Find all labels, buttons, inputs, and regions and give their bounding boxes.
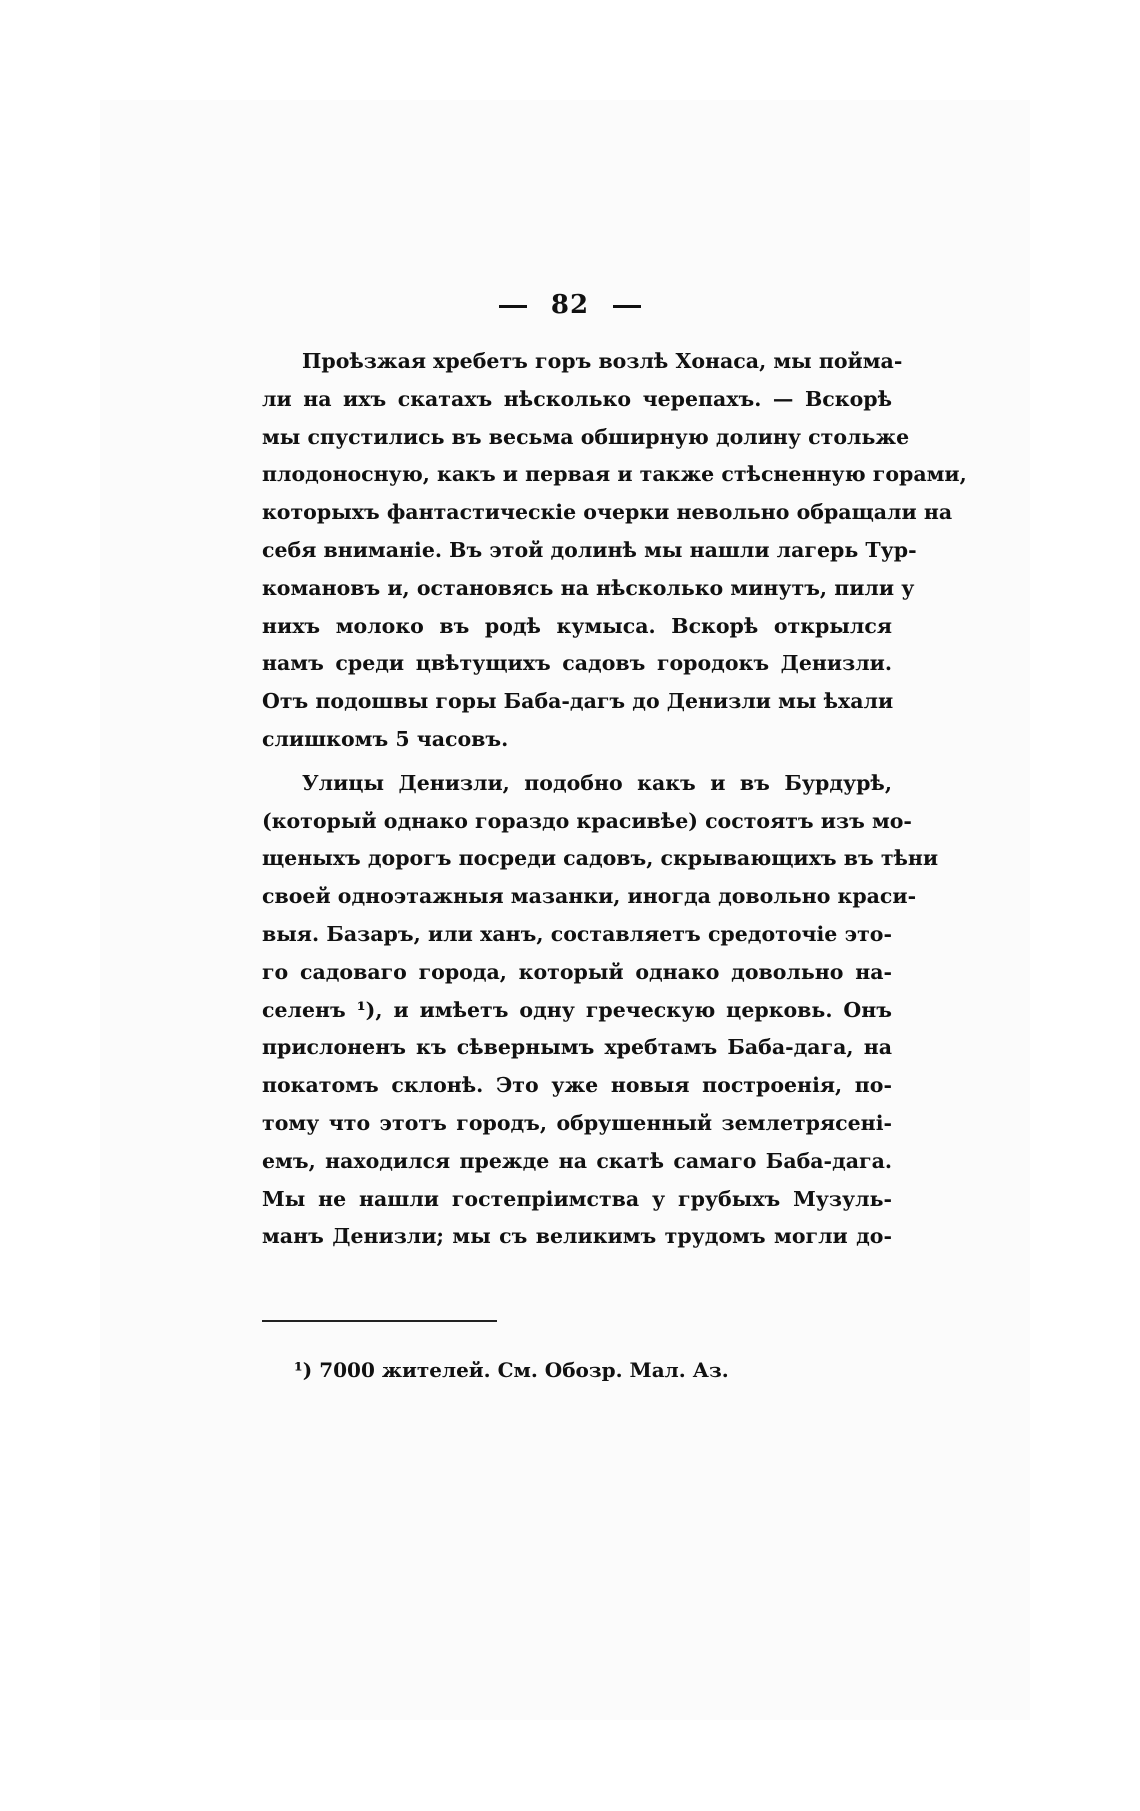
body-text (262, 343, 967, 1256)
text-line: плодоносную, какъ и первая и также стѣсненную горами, (262, 462, 967, 487)
page-number-value: 82 (550, 290, 590, 320)
text-line: щеныхъ дорогъ посреди садовъ, скрывающихъ въ тѣни (262, 846, 939, 871)
text-line: ли на ихъ скатахъ нѣсколько черепахъ. — Вскорѣ (262, 386, 892, 411)
footnote-text: 7000 жителей. См. Обозр. Мал. Аз. (319, 1358, 729, 1382)
page-number-dash-left (499, 305, 527, 308)
text-line: нихъ молоко въ родѣ кумыса. Вскорѣ открылся (262, 613, 892, 638)
text-line: манъ Денизли; мы съ великимъ трудомъ могли до- (262, 1224, 892, 1249)
text-line: своей одноэтажныя мазанки, иногда довольно краси- (262, 884, 917, 909)
paragraph-1 (262, 343, 967, 759)
paragraph-2 (262, 765, 939, 1256)
text-line: Улицы Денизли, подобно какъ и въ Бурдурѣ, (302, 770, 892, 795)
text-line: прислоненъ къ сѣвернымъ хребтамъ Баба-дага, на (262, 1035, 892, 1060)
text-line: выя. Базаръ, или ханъ, составляетъ средоточіе это- (262, 921, 892, 946)
text-line: Проѣзжая хребетъ горъ возлѣ Хонаса, мы пойма- (302, 349, 903, 373)
text-line: которыхъ фантастическіе очерки невольно обращали на (262, 500, 953, 525)
text-line: Мы не нашли гостепріимства у грубыхъ Музуль- (262, 1186, 892, 1211)
text-line: намъ среди цвѣтущихъ садовъ городокъ Денизли. (262, 651, 892, 676)
text-line: мы спустились въ весьма обширную долину стольже (262, 424, 910, 449)
text-line: слишкомъ 5 часовъ. (262, 726, 509, 751)
footnote-marker: ¹) (294, 1358, 313, 1382)
footnote-rule (262, 1320, 497, 1322)
page-number-dash-right (613, 305, 641, 308)
text-line: (который однако гораздо красивѣе) состоятъ изъ мо- (262, 808, 912, 833)
text-line: селенъ ¹), и имѣетъ одну греческую церковь. Онъ (262, 997, 892, 1022)
text-line: комановъ и, остановясь на нѣсколько минутъ, пили у (262, 575, 915, 600)
footnote (294, 1358, 729, 1382)
text-line: покатомъ склонѣ. Это уже новыя построенія, по- (262, 1073, 892, 1098)
text-line: Отъ подошвы горы Баба-дагъ до Денизли мы ѣхали (262, 689, 894, 714)
text-line: го садоваго города, который однако довольно на- (262, 959, 892, 984)
text-line: емъ, находился прежде на скатѣ самаго Баба-дага. (262, 1148, 892, 1173)
text-line: тому что этотъ городъ, обрушенный землетрясені- (262, 1110, 892, 1135)
page-number (0, 290, 1140, 320)
text-line: себя вниманіе. Въ этой долинѣ мы нашли лагерь Тур- (262, 537, 917, 562)
